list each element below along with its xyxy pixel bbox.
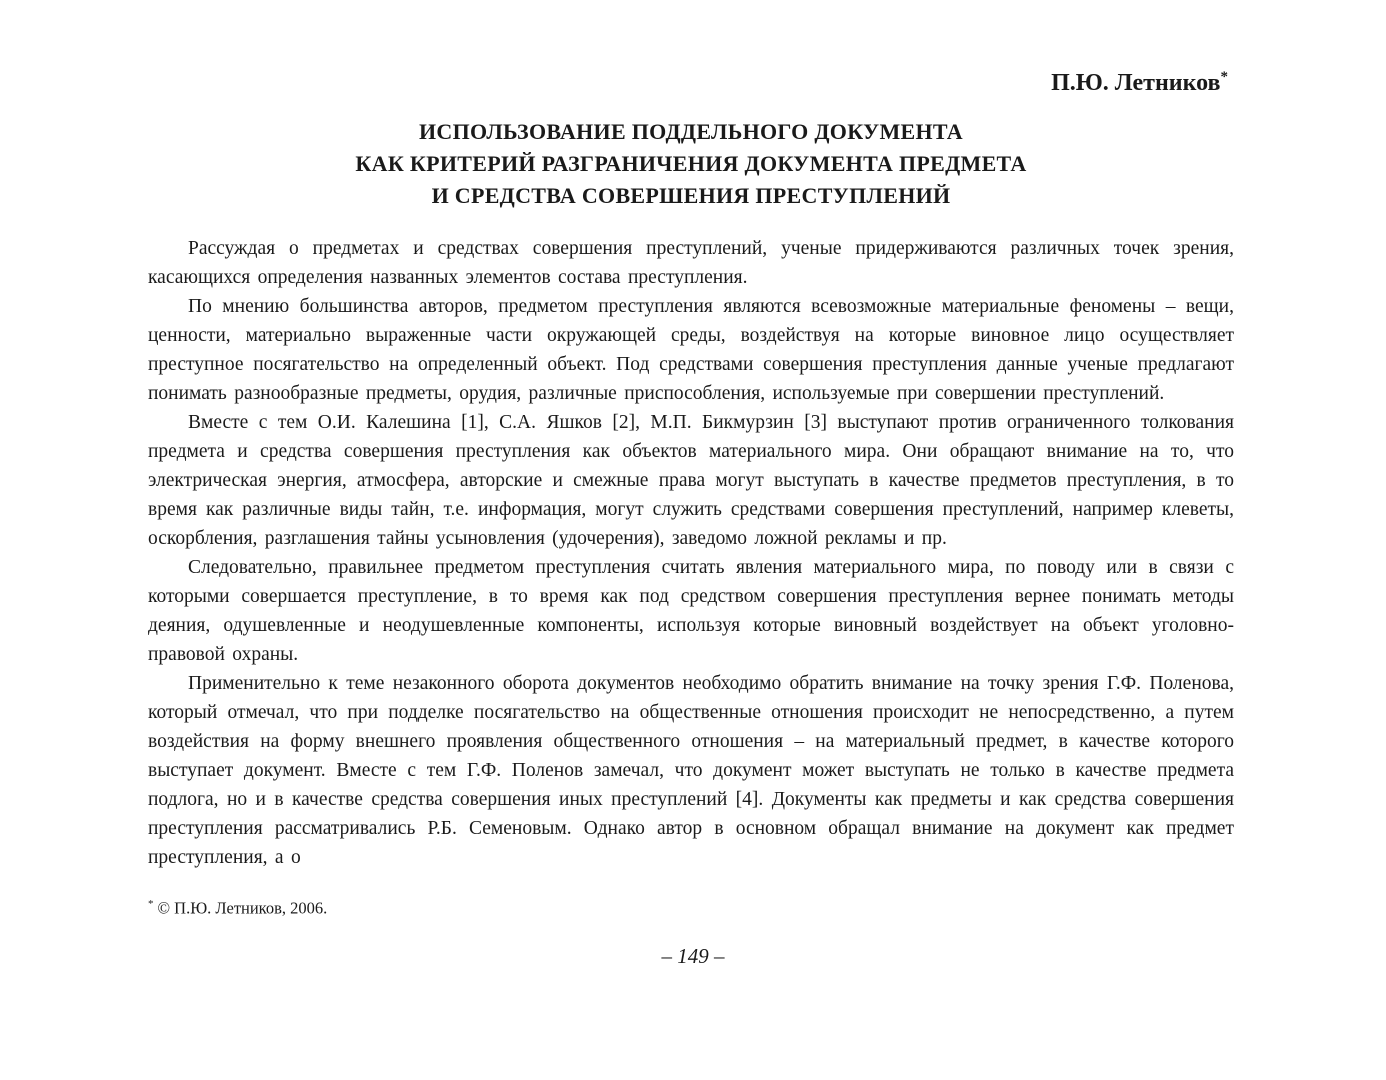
- footnote-mark: *: [148, 898, 154, 910]
- article-body: [148, 234, 1234, 872]
- title-line-1: ИСПОЛЬЗОВАНИЕ ПОДДЕЛЬНОГО ДОКУМЕНТА: [419, 119, 963, 144]
- footnote: [148, 893, 1234, 920]
- author-footnote-mark: *: [1220, 69, 1228, 85]
- paragraph-1: Рассуждая о предметах и средствах совершения преступлений, ученые придерживаются различных точек зрения, касающихся определения названных элементов состава преступления.: [148, 238, 1234, 288]
- paragraph-4: Следовательно, правильнее предметом преступления считать явления материального мира, по поводу или в связи с которыми совершается преступление, в то время как под средством совершения преступления вернее понимать методы деяния, одушевленные и неодушевленные компоненты, используя которые виновный воздействует на объект уголовно-правовой охраны.: [148, 557, 1234, 665]
- title-line-2: КАК КРИТЕРИЙ РАЗГРАНИЧЕНИЯ ДОКУМЕНТА ПРЕДМЕТА: [355, 151, 1027, 176]
- article-title: [148, 116, 1234, 212]
- author-line: [148, 62, 1234, 98]
- footnote-text: © П.Ю. Летников, 2006.: [157, 898, 328, 918]
- page-number: – 149 –: [661, 944, 725, 968]
- paragraph-5: Применительно к теме незаконного оборота документов необходимо обратить внимание на точку зрения Г.Ф. Поленова, который отмечал, что при подделке посягательство на общественные отношения происходит не непосредственно, а путем воздействия на форму внешнего проявления общественного отношения – на материальный предмет, в качестве которого выступает документ. Вместе с тем Г.Ф. Поленов замечал, что документ может выступать не только в качестве предмета подлога, но и в качестве средства совершения иных преступлений [4]. Документы как предметы и как средства совершения преступления рассматривались Р.Б. Семеновым. Однако автор в основном обращал внимание на документ как предмет преступления, а о: [148, 673, 1234, 868]
- title-line-3: И СРЕДСТВА СОВЕРШЕНИЯ ПРЕСТУПЛЕНИЙ: [431, 183, 951, 208]
- paragraph-2: По мнению большинства авторов, предметом преступления являются всевозможные материальные феномены – вещи, ценности, материально выраженные части окружающей среды, воздействуя на которые виновное лицо осуществляет преступное посягательство на определенный объект. Под средствами совершения преступления данные ученые предлагают понимать разнообразные предметы, орудия, различные приспособления, используемые при совершении преступлений.: [148, 296, 1234, 404]
- paragraph-3: Вместе с тем О.И. Калешина [1], С.А. Яшков [2], М.П. Бикмурзин [3] выступают против ограниченного толкования предмета и средства совершения преступления как объектов материального мира. Они обращают внимание на то, что электрическая энергия, атмосфера, авторские и смежные права могут выступать в качестве предметов преступления, в то время как различные виды тайн, т.е. информация, могут служить средствами совершения преступлений, например клеветы, оскорбления, разглашения тайны усыновления (удочерения), заведомо ложной рекламы и пр.: [148, 412, 1234, 549]
- author-name: П.Ю. Летников: [1051, 70, 1221, 96]
